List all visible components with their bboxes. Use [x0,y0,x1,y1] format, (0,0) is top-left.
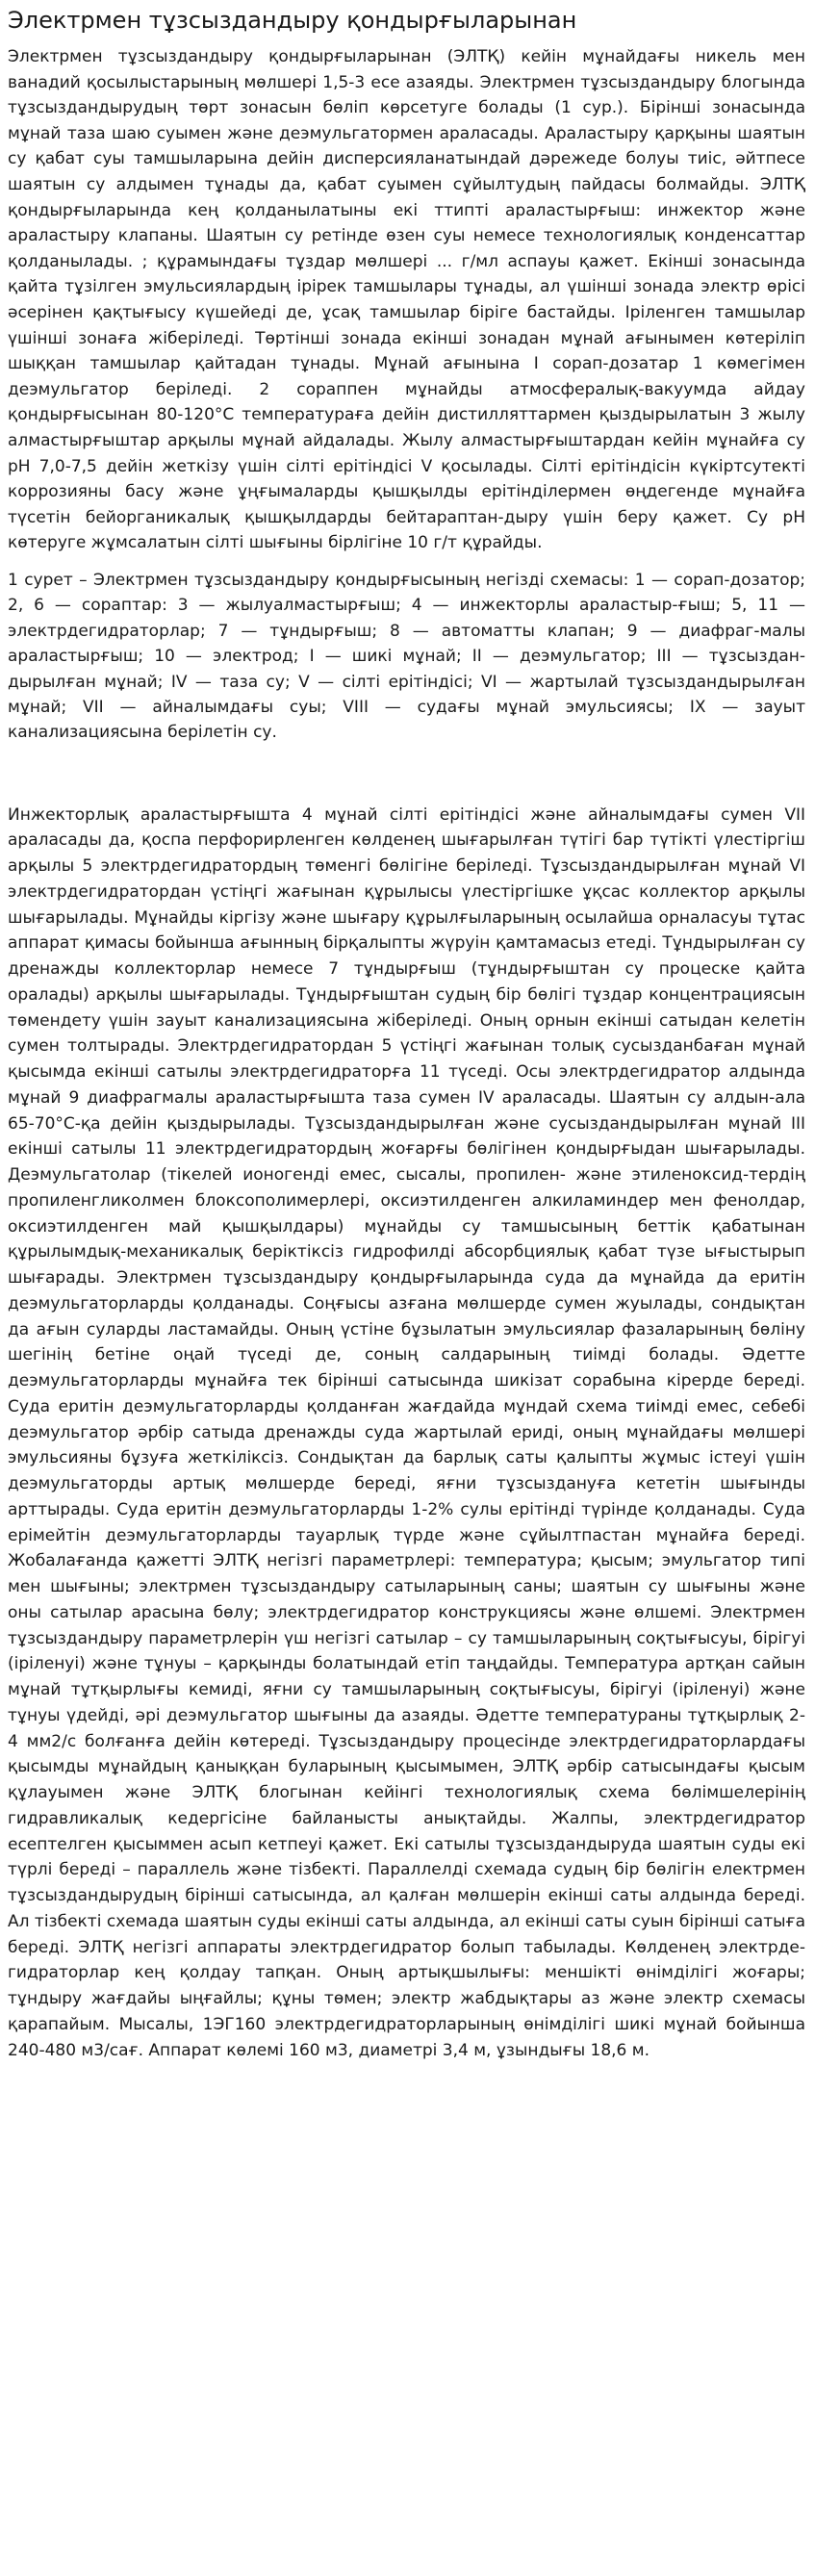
body-paragraph: Инжекторлық араластырғышта 4 мұнай сілті ерітіндісі және айналымдағы сумен VII араласады да, қоспа перфорирленген көлденең шығарылған түтігі бар түтікті үлестіргіш арқылы 5 электрдегидратордың төменгі бөлігіне беріледі. Тұзсыздандырылған мұнай VI электрдегидратордан үстіңгі жағынан құрылысы үлестіргішке ұқсас коллектор арқылы шығарылады. Мұнайды кіргізу және шығару құрылғыларының осылайша орналасуы тұтас аппарат қимасы бойынша ағынның бірқалыпты жүруін қамтамасыз етеді. Тұндырылған су дренажды коллекторлар немесе 7 тұндырғыш (тұндырғыштан су процеске қайта оралады) арқылы шығарылады. Тұндырғыштан судың бір бөлігі тұздар концентрациясын төмендету үшін зауыт канализациясына жіберіледі. Оның орнын екінші сатыдан келетін сумен толтырады. Электрдегидратордан 5 үстіңгі жағынан толық сусызданбаған мұнай қысымда екінші сатылы электрдегидраторға 11 түседі. Осы электрдегидратор алдында мұнай 9 диафрагмалы араластырғышта таза сумен IV араласады. Шаятын су алдын-ала 65-70°С-қа дейін қыздырылады. Тұзсыздандырылған және сусыздандырылған мұнай III екінші сатылы 11 электрдегидратордың жоғарғы бөлігінен қондырғыдан шығарылады. Деэмульгатолар (тікелей ионогенді емес, сысалы, пропилен- және этиленоксид-тердің пропиленгликолмен блоксополимерлері, оксиэтилденген алкиламиндер мен фенолдар, оксиэтилденген май қышқылдары) мұнайды су тамшысының беттік қабатынан құрылымдық-механикалық беріктіксіз гидрофилді абсорбциялық қабат түзе ығыстырып шығарады. Электрмен тұзсыздандыру қондырғыларында суда да мұнайда да еритін деэмульгаторларды қолданады. Соңғысы азғана мөлшерде сумен жуылады, сондықтан да ағын суларды ластамайды. Оның үстіне бұзылатын эмульсиялар фазаларының бөліну шегінің бетіне оңай түседі де, соның салдарының тиімді болады. Әдетте деэмульгаторларды мұнайға тек бірінші сатысында шикізат сорабына кірерде береді. Суда еритін деэмульгаторларды қолданған жағдайда мұндай схема тиімді емес, себебі деэмульгатор әрбір сатыда дренажды суда жартылай ериді, оның мұнайдағы мөлшері эмульсияны бұзуға жеткіліксіз. Сондықтан да барлық саты қалыпты жұмыс істеуі үшін деэмульгаторды артық мөлшерде береді, яғни тұзсыздануға кететін шығынды арттырады. Суда еритін деэмульгаторларды 1-2% сулы ерітінді түрінде қолданады. Суда ерімейтін деэмульгаторларды тауарлық түрде және сұйылтпастан мұнайға береді. Жобалағанда қажетті ЭЛТҚ негізгі параметрлері: температура; қысым; эмульгатор типі мен шығыны; электрмен тұзсыздандыру сатыларының саны; шаятын су шығыны және оны сатылар арасына бөлу; электрдегидратор конструкциясы және өлшемі. Электрмен тұзсыздандыру параметрлерін үш негізгі сатылар – су тамшыларының соқтығысуы, бірігуі (іріленуі) және тұнуы – қарқынды болатындай етіп таңдайды. Температура артқан сайын мұнай тұтқырлығы кемиді, яғни су тамшыларының соқтығысуы, бірігуі (іріленуі) және тұнуы үдейді, әрі деэмульгатор шығыны да азаяды. Әдетте температураны тұтқырлық 2-4 мм2/с болғанға дейін көтереді. Тұзсыздандыру процесінде электрдегидраторлардағы қысымды мұнайдың қаныққан буларының қысымымен, ЭЛТҚ әрбір сатысындағы қысым құлауымен және ЭЛТҚ блогынан кейінгі технологиялық схема бөлімшелерінің гидравликалық кедергісіне байланысты анықтайды. Жалпы, электрдегидратор есептелген қысыммен асып кетпеуі қажет. Екі сатылы тұзсыздандыруда шаятын суды екі түрлі береді – параллель және тізбекті. Параллелді схемада судың бір бөлігін електрмен тұзсыздандырудың бірінші сатысында, ал қалған мөлшерін екінші саты алдында береді. Ал тізбекті схемада шаятын суды екінші саты алдында, ал екінші саты суын бірінші сатыға береді. ЭЛТҚ негізгі аппараты электрдегидратор болып табылады. Көлденең электрде-гидраторлар кең қолдау тапқан. Оның артықшылығы: меншікті өнімділігі жоғары; тұндыру жағдайы ыңғайлы; құны төмен; электр жабдықтары аз және электр схемасы қарапайым. Мысалы, 1ЭГ160 электрдегидраторларының өнімділігі шикі мұнай бойынша 240-480 м3/сағ. Аппарат көлемі 160 м3, диаметрі 3,4 м, ұзындығы 18,6 м. [8,804,805,2060]
figure-caption: 1 сурет – Электрмен тұзсыздандыру қондырғысының негізді схемасы: 1 — сорап-дозатор; 2, 6 — сораптар: 3 — жылуалмастырғыш; 4 — инжекторлы араластыр-ғыш; 5, 11 — электрдегидраторлар; 7 — тұндырғыш; 8 — автоматты клапан; 9 — диафраг-малы араластырғыш; 10 — электрод; I — шикі мұнай; II — деэмульгатор; III — тұзсыздан-дырылған мұнай; IV — таза су; V — сілті ерітіндісі; VI — жартылай тұзсыздандырылған мұнай; VII — айналымдағы суы; VIII — судағы мұнай эмульсиясы; IX — зауыт канализациясына берілетін су. [8,570,805,743]
page-title: Электрмен тұзсыздандыру қондырғыларынан [8,7,577,34]
intro-paragraph: Электрмен тұзсыздандыру қондырғыларынан (ЭЛТҚ) кейін мұнайдағы никель мен ванадий қосылыстарының мөлшері 1,5-3 есе азаяды. Электрмен тұзсыздандыру блогында тұзсыздандырудың төрт зонасын бөліп көрсетуге болады (1 сур.). Бірінші зонасында мұнай таза шаю суымен және деэмульгатормен араласады. Араластыру қарқыны шаятын су қабат суы тамшыларына дейін дисперсияланатындай дәрежеде болуы тиіс, әйтпесе шаятын су алдымен тұнады да, қабат суымен сұйылтудың пайдасы болмайды. ЭЛТҚ қондырғыларында кең қолданылатыны екі ттипті араластырғыш: инжектор және араластыру клапаны. Шаятын су ретінде өзен суы немесе технологиялық конденсаттар қолданылады. ; құрамындағы тұздар мөлшері ... г/мл аспауы қажет. Екінші зонасында қайта тұзілген эмульсиялардың ірірек тамшылары тұнады, ал үшінші зонада электр өрісі әсерінен қақтығысу күшейеді де, ұсақ тамшылар біріге бастайды. Іріленген тамшылар үшінші зонаға жіберіледі. Төртінші зонада екінші зонадан мұнай ағынымен көтеріліп шыққан тамшылар қайтадан тұнады. Мұнай ағынына I сорап-дозатар 1 көмегімен деэмульгатор беріледі. 2 сораппен мұнайды атмосфералық-вакуумда айдау қондырғысынан 80-120°С температураға дейін дистилляттармен қыздырылатын 3 жылу алмастырғыштар арқылы мұнай айдалады. Жылу алмастырғыштардан кейін мұнайға су рН 7,0-7,5 дейін жеткізу үшін сілті ерітіндісі V қосылады. Сілті ерітіндісін күкіртсутекті коррозияны басу және ұңғымаларды қышқылды ерітінділермен өңдегенде мұнайға түсетін бейорганикалық қышқылдарды бейтараптан-дыру үшін беру қажет. Су рН көтеруге жұмсалатын сілті шығыны бірлігіне 10 г/т құрайды. [8,47,805,553]
